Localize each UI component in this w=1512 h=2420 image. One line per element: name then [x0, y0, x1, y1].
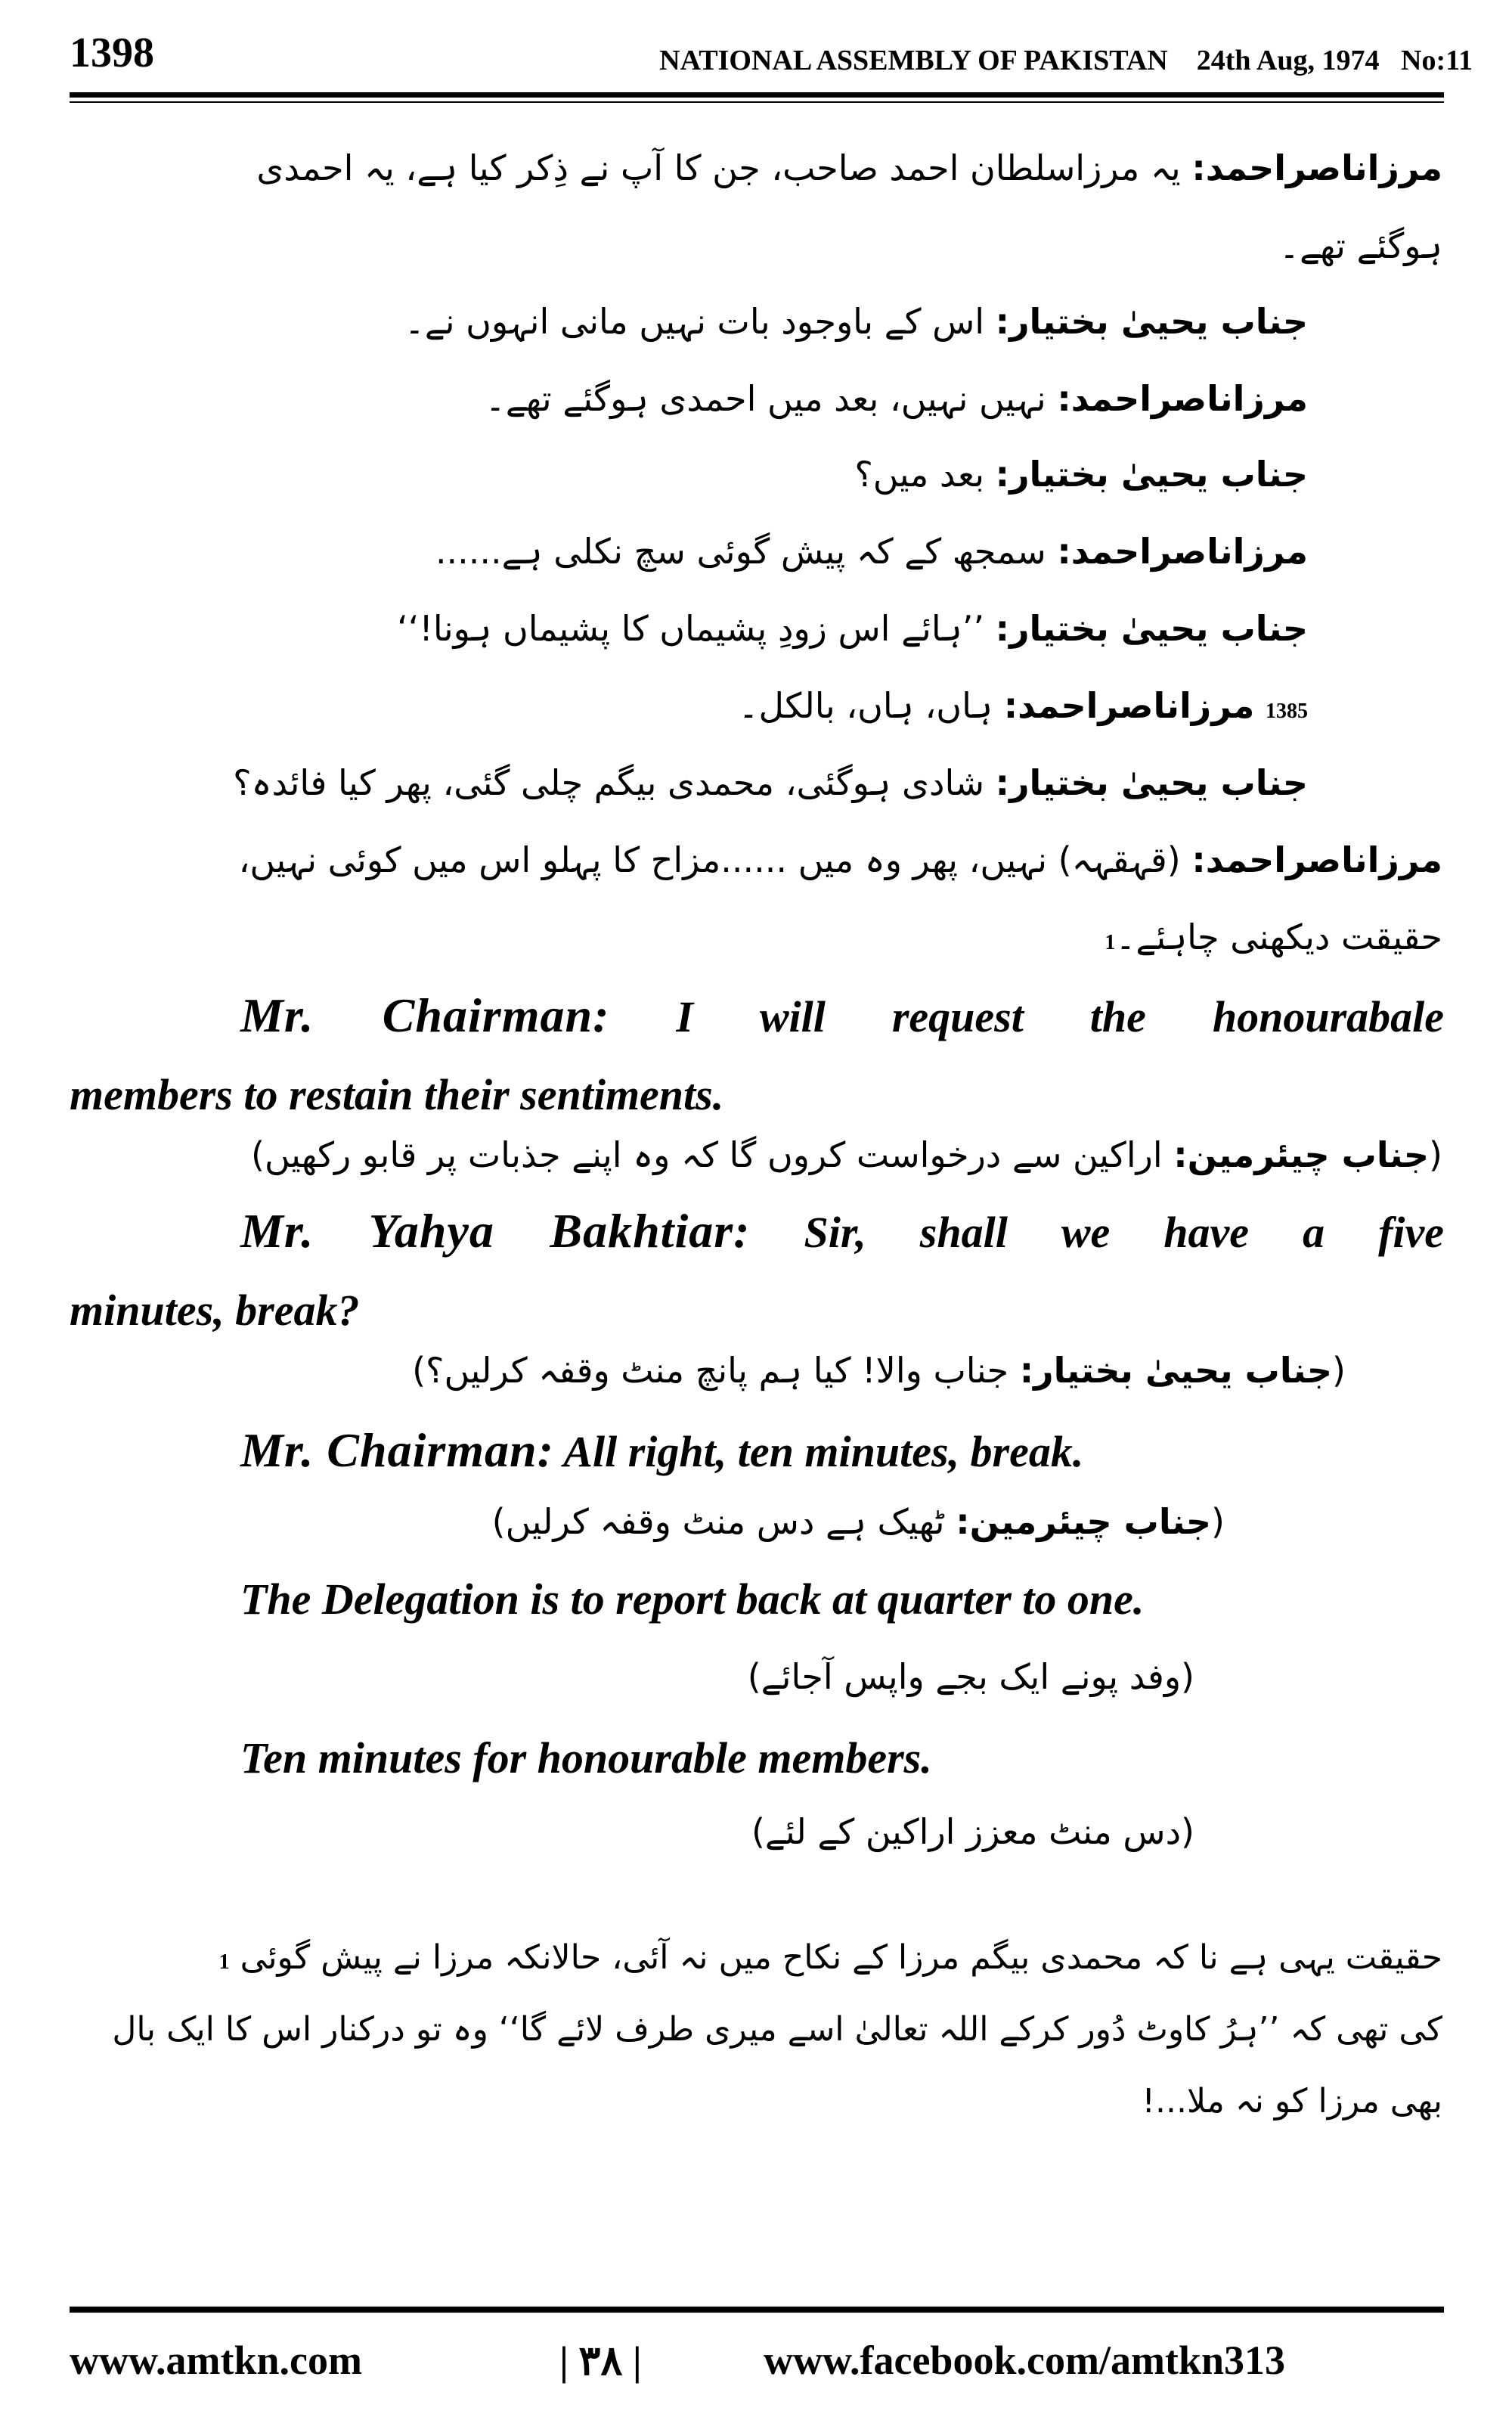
speech-text: حقیقت دیکھنی چاہئے۔: [1115, 917, 1442, 957]
speaker-mirza: مرزاناصراحمد:: [1191, 839, 1442, 880]
chairman-statement-2: [240, 1422, 1083, 1480]
speech-text: یہ مرزاسلطان احمد صاحب، جن کا آپ نے ذِکر کیا ہے، یہ احمدی: [256, 147, 1181, 188]
speech-text: نہیں نہیں، بعد میں احمدی ہوگئے تھے۔: [485, 378, 1046, 419]
yahya-statement: [240, 1202, 1444, 1261]
speaker-mirza: مرزاناصراحمد:: [1057, 378, 1308, 419]
header-date: 24th Aug, 1974: [1196, 45, 1380, 76]
speaker-chairman-en: Mr. Chairman:: [240, 1423, 554, 1477]
dialogue-line-1: [256, 147, 1442, 189]
page-number: 1398: [70, 29, 154, 76]
speaker-yahya: جناب یحییٰ بختیار:: [995, 454, 1308, 495]
statement-text: I will request the honourabale: [676, 992, 1445, 1041]
footer-rule: [70, 2307, 1444, 2313]
speech-text: ہاں، ہاں، بالکل۔: [738, 685, 993, 726]
running-header: [0, 44, 1473, 77]
speaker-yahya: جناب یحییٰ بختیار:: [995, 608, 1308, 649]
urdu-translation-5: (دس منٹ معزز اراکین کے لئے): [751, 1811, 1194, 1852]
speaker-yahya: جناب یحییٰ بختیار:: [995, 301, 1308, 342]
speaker-chairman-en: Mr. Chairman:: [240, 988, 610, 1042]
dialogue-line-8: [233, 762, 1308, 804]
footnote-line-1: [219, 1932, 1442, 1984]
dialogue-line-5: [435, 531, 1308, 572]
speaker-mirza: مرزاناصراحمد:: [1003, 685, 1255, 726]
speech-text: سمجھ کے کہ پیش گوئی سچ نکلی ہے......: [435, 531, 1046, 572]
speech-text: ’’ہائے اس زودِ پشیماں کا پشیماں ہونا!‘‘: [397, 608, 985, 649]
dialogue-line-9: [239, 839, 1442, 881]
dialogue-line-2: [404, 301, 1308, 343]
speech-text: اس کے باوجود بات نہیں مانی انہوں نے۔: [404, 301, 985, 342]
speaker-chairman-ur: جناب چیئرمین:: [956, 1501, 1212, 1542]
translation-text: ٹھیک ہے دس منٹ وقفہ کرلیں: [505, 1501, 945, 1542]
dialogue-line-4: [854, 454, 1308, 495]
speaker-mirza: مرزاناصراحمد:: [1057, 531, 1308, 572]
translation-text: جناب والا! کیا ہم پانچ منٹ وقفہ کرلیں؟: [426, 1350, 1009, 1391]
speaker-mirza: مرزاناصراحمد:: [1191, 147, 1442, 188]
page-marker: 1385: [1266, 700, 1308, 723]
translation-text: اراکین سے درخواست کروں گا کہ وہ اپنے جذبات پر قابو رکھیں: [265, 1134, 1163, 1175]
urdu-translation-1: (جناب چیئرمین: اراکین سے درخواست کروں گا کہ وہ اپنے جذبات پر قابو رکھیں): [251, 1134, 1442, 1175]
dialogue-line-9-cont: [1105, 917, 1442, 958]
speaker-chairman-ur: جناب چیئرمین:: [1173, 1134, 1430, 1175]
speech-text: (قہقہہ) نہیں، پھر وہ میں ......مزاح کا پہلو اس میں کوئی نہیں،: [238, 839, 1181, 880]
members-note: Ten minutes for honourable members.: [240, 1733, 932, 1782]
urdu-translation-3: (جناب چیئرمین: ٹھیک ہے دس منٹ وقفہ کرلیں): [491, 1501, 1225, 1542]
header-rule-thin: [70, 101, 1444, 103]
speaker-yahya: جناب یحییٰ بختیار:: [995, 762, 1308, 803]
header-rule-thick: [70, 92, 1444, 98]
chairman-statement-1: [240, 987, 1444, 1045]
delegation-note: The Delegation is to report back at quarter to one.: [240, 1575, 1145, 1624]
speech-text: شادی ہوگئی، محمدی بیگم چلی گئی، پھر کیا فائدہ؟: [233, 762, 985, 803]
footnote-ref: 1: [1105, 931, 1116, 954]
urdu-translation-4: (وفد پونے ایک بجے واپس آجائے): [747, 1656, 1194, 1697]
yahya-statement-cont: minutes, break?: [70, 1286, 360, 1335]
footer-page-number: | ۳۸ |: [559, 2338, 642, 2384]
header-issue: No:11: [1401, 45, 1473, 76]
speaker-yahya-en: Mr. Yahya Bakhtiar:: [240, 1204, 751, 1258]
footer-facebook-link[interactable]: www.facebook.com/amtkn313: [764, 2338, 1285, 2383]
dialogue-line-3: [485, 378, 1308, 420]
speaker-yahya: جناب یحییٰ بختیار:: [1019, 1350, 1333, 1391]
speech-text: بعد میں؟: [854, 454, 985, 495]
urdu-translation-2: (جناب یحییٰ بختیار: جناب والا! کیا ہم پانچ منٹ وقفہ کرلیں؟): [412, 1350, 1346, 1391]
publication-title: NATIONAL ASSEMBLY OF PAKISTAN: [659, 45, 1168, 76]
footer-website-link[interactable]: www.amtkn.com: [70, 2338, 362, 2383]
footnote-number: 1: [218, 1950, 230, 1974]
footnote-text: حقیقت یہی ہے نا کہ محمدی بیگم مرزا کے نکاح میں نہ آئی، حالانکہ مرزا نے پیش گوئی: [240, 1938, 1442, 1977]
dialogue-line-6: [397, 608, 1308, 650]
footnote-line-3: بھی مرزا کو نہ ملا...!: [1142, 2082, 1442, 2121]
statement-text: All right, ten minutes, break.: [563, 1427, 1084, 1476]
dialogue-line-1-cont: ہوگئے تھے۔: [1279, 225, 1442, 266]
chairman-statement-1-cont: members to restain their sentiments.: [70, 1070, 724, 1119]
statement-text: Sir, shall we have a five: [804, 1208, 1445, 1257]
footnote-line-2: کی تھی کہ ’’ہرُ کاوٹ دُور کرکے اللہ تعالیٰ اسے میری طرف لائے گا‘‘ وہ تو درکنار اس کا ایک بال: [112, 2010, 1442, 2049]
dialogue-line-7: [739, 685, 1308, 727]
